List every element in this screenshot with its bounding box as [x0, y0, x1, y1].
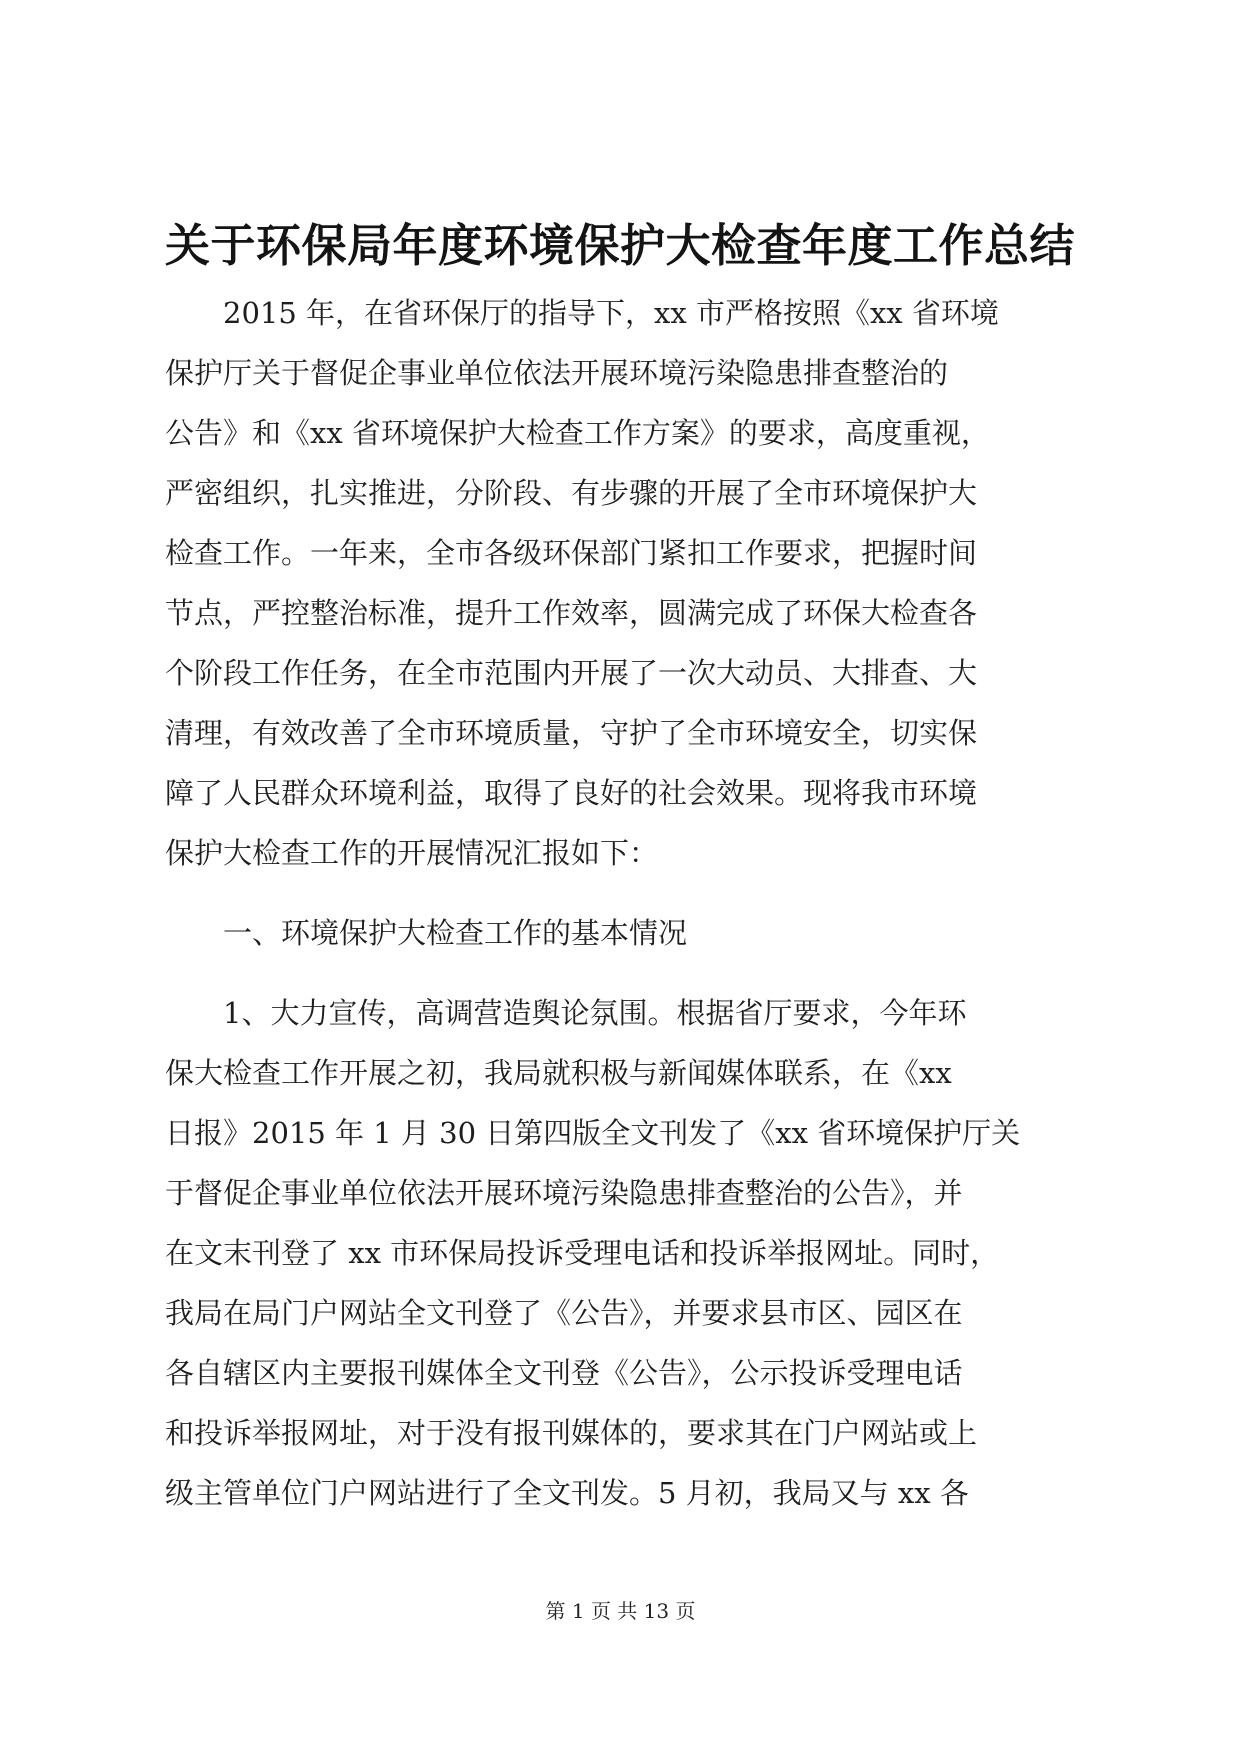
- body-line: 我局在局门户网站全文刊登了《公告》，并要求县市区、园区在: [165, 1296, 963, 1330]
- page-number-footer: 第 1 页 共 13 页: [545, 1599, 696, 1623]
- body-line: 保大检查工作开展之初，我局就积极与新闻媒体联系，在《xx: [165, 1056, 952, 1090]
- body-line: 日报》2015 年 1 月 30 日第四版全文刊发了《xx 省环境保护厅关: [165, 1116, 1021, 1150]
- document-title: 关于环保局年度环境保护大检查年度工作总结: [165, 219, 1076, 272]
- body-line: 保护厅关于督促企事业单位依法开展环境污染隐患排查整治的: [165, 356, 949, 390]
- body-line: 检查工作。一年来，全市各级环保部门紧扣工作要求，把握时间: [165, 536, 978, 570]
- body-line: 和投诉举报网址，对于没有报刊媒体的，要求其在门户网站或上: [165, 1416, 978, 1450]
- body-line: 2015 年，在省环保厅的指导下，xx 市严格按照《xx 省环境: [165, 296, 999, 330]
- body-line: 严密组织，扎实推进，分阶段、有步骤的开展了全市环境保护大: [165, 476, 978, 510]
- body-line: 个阶段工作任务，在全市范围内开展了一次大动员、大排查、大: [165, 656, 978, 690]
- body-line: 障了人民群众环境利益，取得了良好的社会效果。现将我市环境: [165, 776, 978, 810]
- body-line: 各自辖区内主要报刊媒体全文刊登《公告》，公示投诉受理电话: [165, 1356, 963, 1390]
- body-line: 清理，有效改善了全市环境质量，守护了全市环境安全，切实保: [165, 716, 978, 750]
- section-heading: 一、环境保护大检查工作的基本情况: [165, 916, 688, 950]
- body-line: 在文末刊登了 xx 市环保局投诉受理电话和投诉举报网址。同时，: [165, 1236, 1000, 1270]
- body-line: 公告》和《xx 省环境保护大检查工作方案》的要求，高度重视，: [165, 416, 990, 450]
- body-line: 于督促企事业单位依法开展环境污染隐患排查整治的公告》，并: [165, 1176, 963, 1210]
- body-line: 节点，严控整治标准，提升工作效率，圆满完成了环保大检查各: [165, 596, 978, 630]
- body-line: 保护大检查工作的开展情况汇报如下：: [165, 836, 659, 870]
- body-line: 级主管单位门户网站进行了全文刊发。5 月初，我局又与 xx 各: [165, 1476, 969, 1510]
- body-line: 1、大力宣传，高调营造舆论氛围。根据省厅要求，今年环: [165, 996, 967, 1030]
